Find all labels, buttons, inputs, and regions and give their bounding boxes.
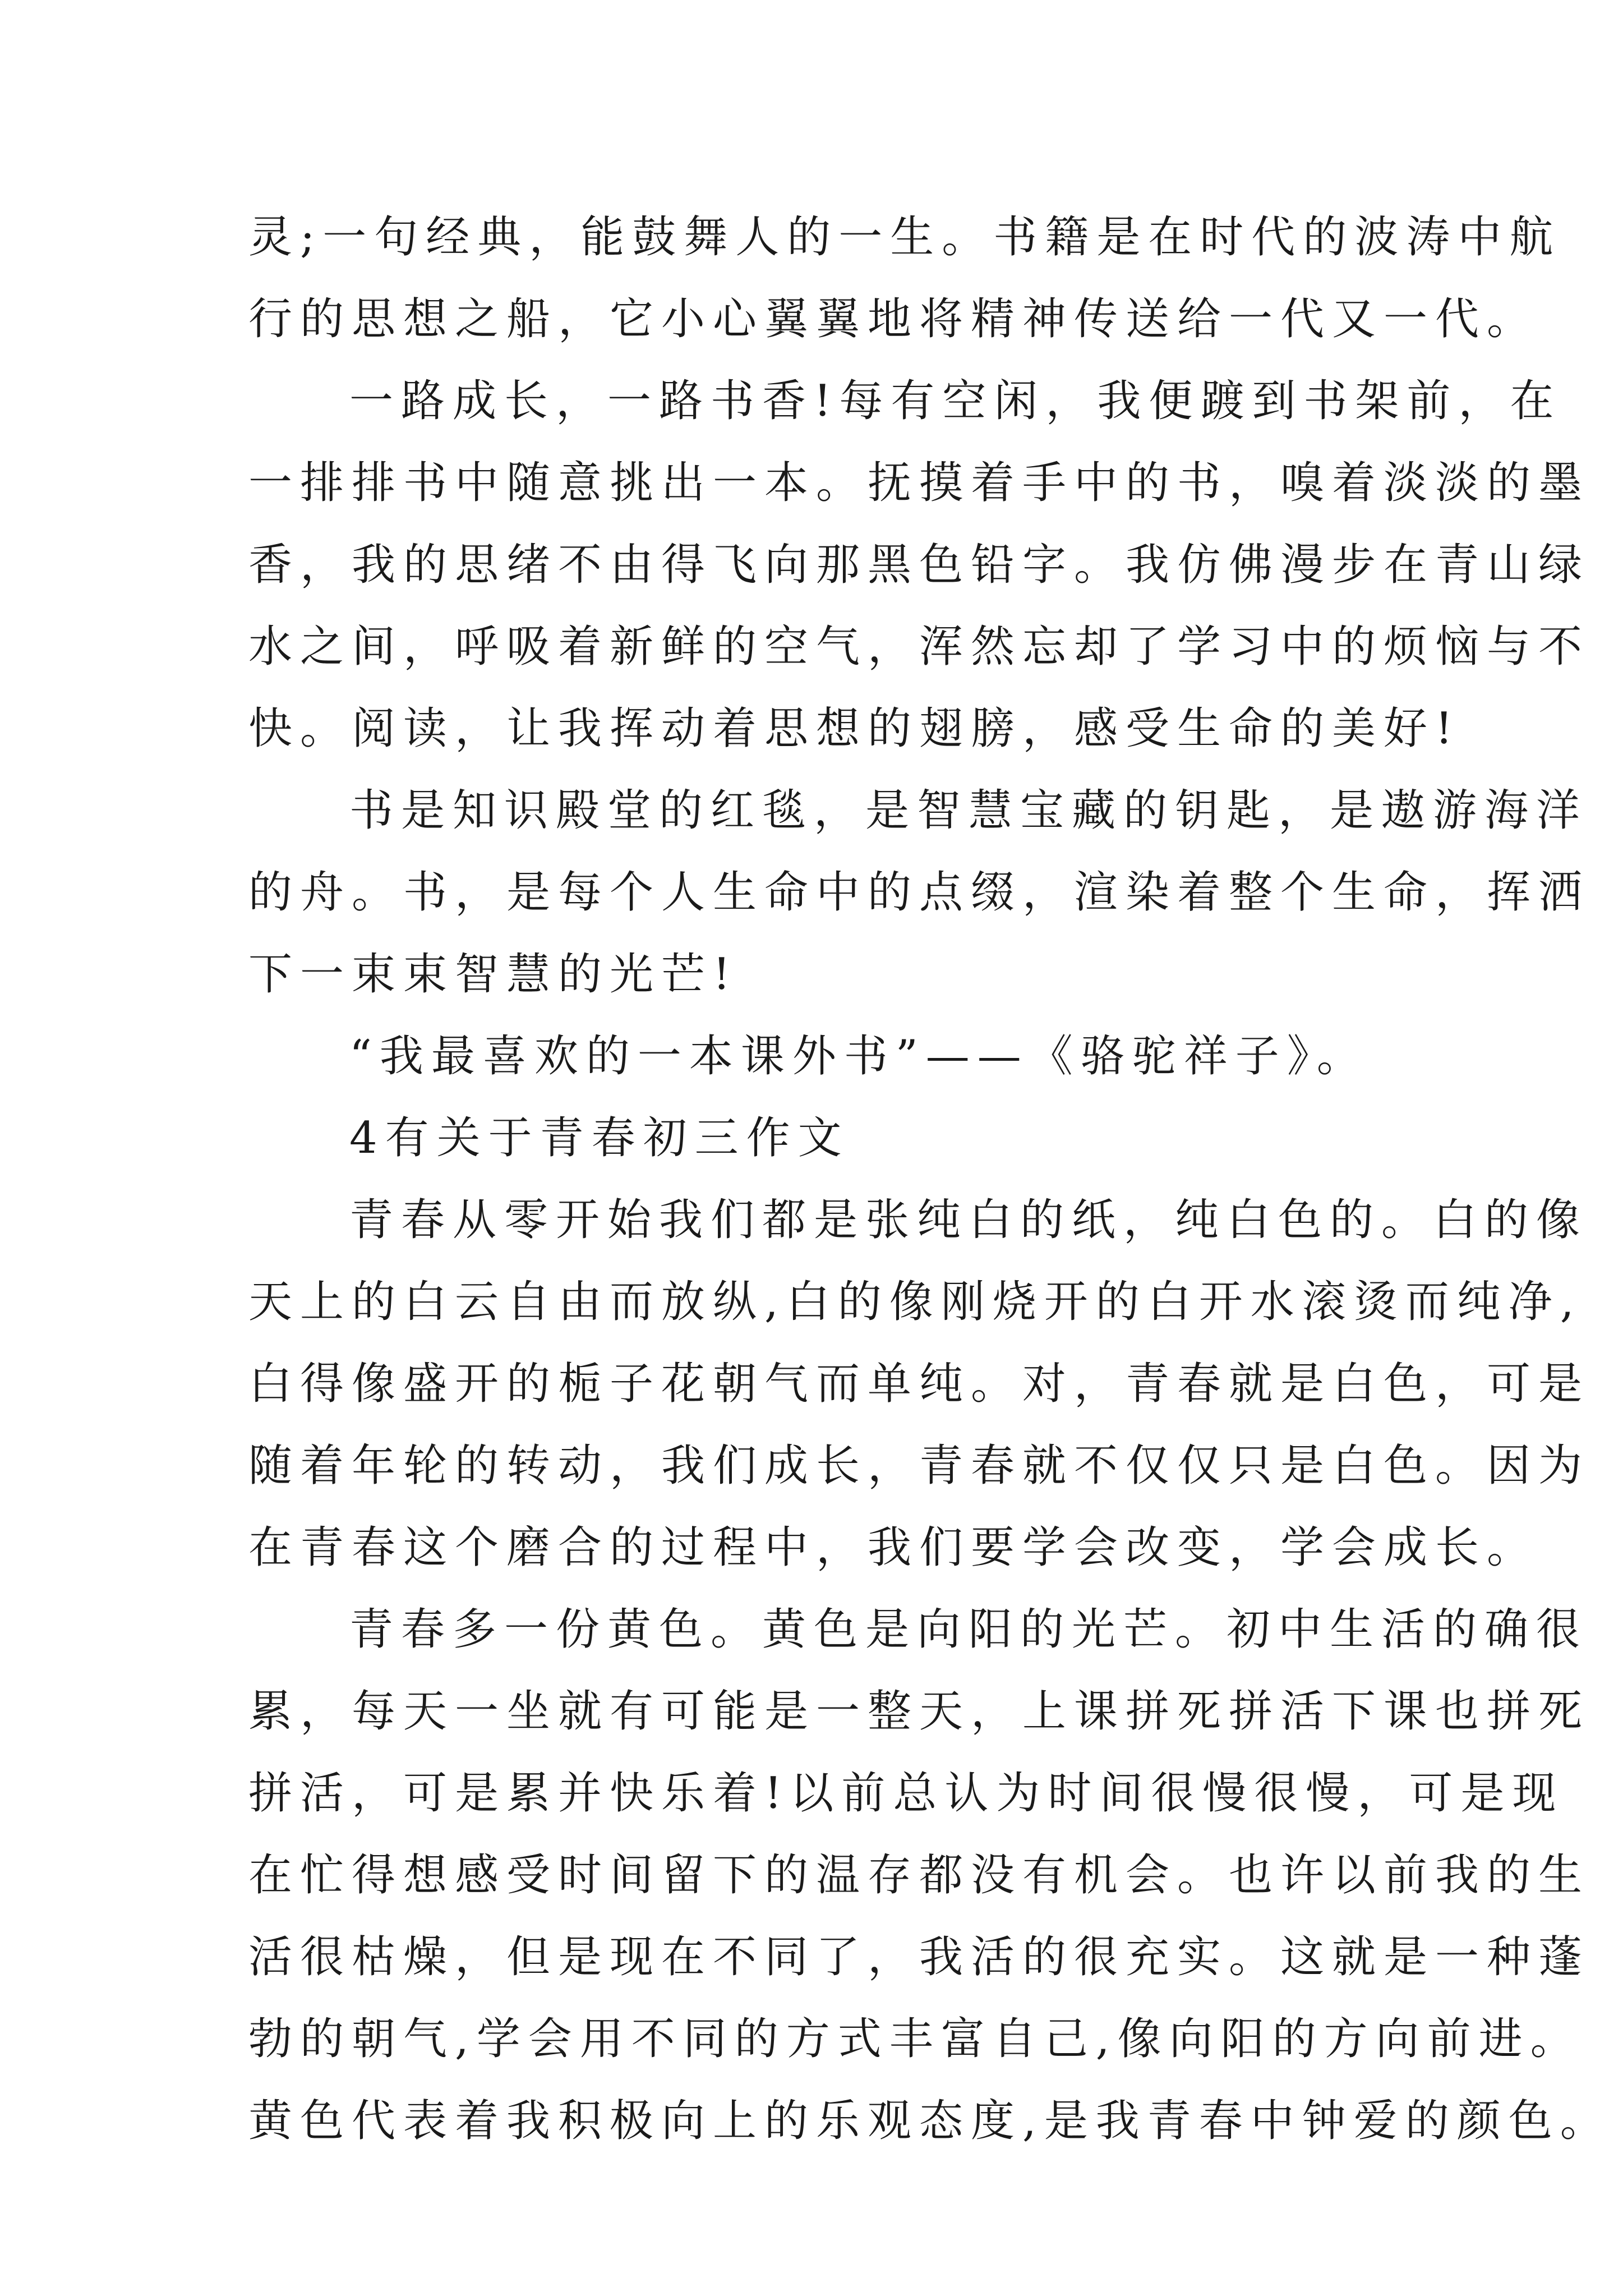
text-line: 拼活，可是累并快乐着!以前总认为时间很慢很慢，可是现 xyxy=(248,1768,1564,1819)
paragraph-6 xyxy=(248,1179,1590,1589)
text-line: 一路成长，一路书香!每有空闲，我便踱到书架前，在 xyxy=(349,376,1562,426)
text-line: 天上的白云自由而放纵,白的像刚烧开的白开水滚烫而纯净, xyxy=(248,1277,1582,1327)
heading-text: 4有关于青春初三作文 xyxy=(349,1113,850,1163)
paragraph-1 xyxy=(248,196,1561,360)
text-line: 一排排书中随意挑出一本。抚摸着手中的书，嗅着淡淡的墨 xyxy=(248,458,1590,508)
text-line: 勃的朝气,学会用不同的方式丰富自己,像向阳的方向前进。 xyxy=(248,2014,1582,2064)
text-line: 随着年轮的转动，我们成长，青春就不仅仅只是白色。因为 xyxy=(248,1441,1590,1491)
text-line: 活很枯燥，但是现在不同了，我活的很充实。这就是一种蓬 xyxy=(248,1932,1590,1982)
text-line: 在忙得想感受时间留下的温存都没有机会。也许以前我的生 xyxy=(248,1850,1590,1901)
text-line: 行的思想之船，它小心翼翼地将精神传送给一代又一代。 xyxy=(248,294,1539,344)
text-line: 灵;一句经典，能鼓舞人的一生。书籍是在时代的波涛中航 xyxy=(248,212,1561,263)
text-line: 在青春这个磨合的过程中，我们要学会改变，学会成长。 xyxy=(248,1522,1539,1573)
text-line: 的舟。书，是每个人生命中的点缀，渲染着整个生命，挥洒 xyxy=(248,867,1590,918)
text-line: 下一束束智慧的光芒! xyxy=(248,949,739,1000)
paragraph-2 xyxy=(248,360,1590,770)
text-line: 水之间，呼吸着新鲜的空气，浑然忘却了学习中的烦恼与不 xyxy=(248,622,1590,672)
section-heading xyxy=(248,1097,1381,1179)
book-title-line: “我最喜欢的一本课外书”——《骆驼祥子》。 xyxy=(349,1031,1368,1082)
text-line: 白得像盛开的栀子花朝气而单纯。对，青春就是白色，可是 xyxy=(248,1359,1590,1409)
text-line: 青春多一份黄色。黄色是向阳的光芒。初中生活的确很 xyxy=(349,1604,1588,1655)
text-line: 快。阅读，让我挥动着思想的翅膀，感受生命的美好! xyxy=(248,703,1461,754)
text-line: 书是知识殿堂的红毯，是智慧宝藏的钥匙，是遨游海洋 xyxy=(349,785,1588,836)
document-body xyxy=(248,196,1612,2162)
paragraph-4 xyxy=(248,1015,1381,1097)
text-line: 香，我的思绪不由得飞向那黑色铅字。我仿佛漫步在青山绿 xyxy=(248,540,1590,590)
paragraph-7 xyxy=(248,1589,1612,2162)
text-line: 累，每天一坐就有可能是一整天，上课拼死拼活下课也拼死 xyxy=(248,1686,1590,1737)
text-line: 青春从零开始我们都是张纯白的纸，纯白色的。白的像 xyxy=(349,1195,1588,1245)
text-line: 黄色代表着我积极向上的乐观态度,是我青春中钟爱的颜色。 xyxy=(248,2096,1612,2146)
paragraph-3 xyxy=(248,770,1590,1015)
